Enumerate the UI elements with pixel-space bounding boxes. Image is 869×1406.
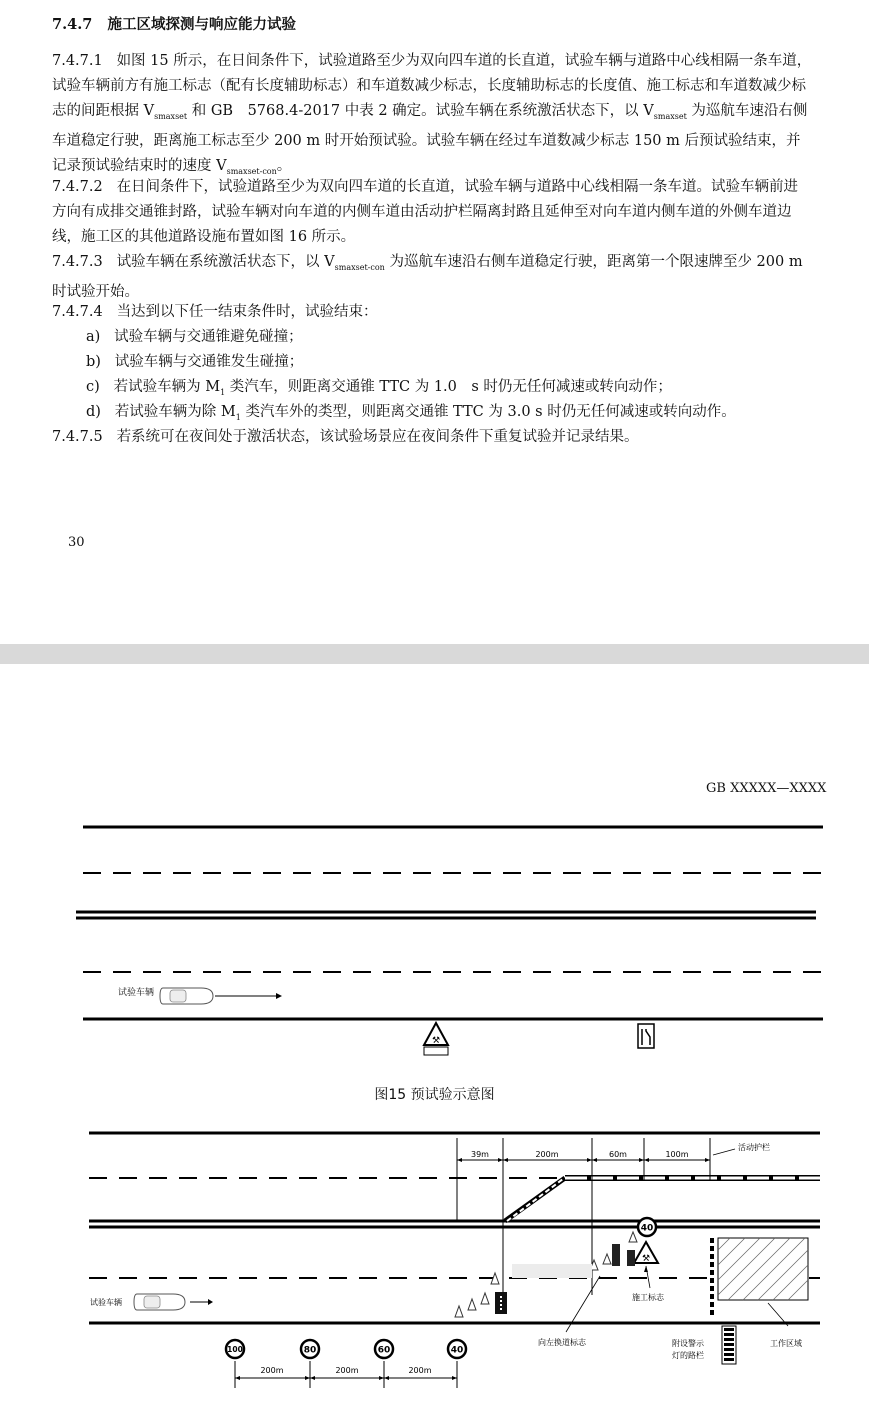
clause-text: 当达到以下任一结束条件时，试验结束： [116, 304, 378, 320]
section-title: 施工区域探测与响应能力试验 [107, 16, 297, 33]
list-label: b) [86, 354, 101, 370]
warning-light-label-line2: 灯的路栏 [672, 1351, 704, 1360]
clause-number: 7.4.7.1 [52, 53, 103, 69]
barrier-label: 活动护栏 [738, 1143, 770, 1152]
clause-text: 。 [276, 157, 292, 174]
distance-label: 100m [665, 1150, 689, 1159]
lane-reduction-sign-icon [638, 1024, 654, 1048]
movable-barrier [505, 1178, 820, 1221]
clause-text: 和 GB 5768.4-2017 中表 2 确定。试验车辆在系统激活状态下，以 V [187, 103, 654, 119]
lane-change-sign-icon [495, 1292, 507, 1314]
figure-16-diagram [0, 1120, 869, 1406]
list-label: d) [86, 404, 101, 420]
figure-15-diagram [0, 805, 869, 1065]
clause-text: 试验车辆在系统激活状态下，以 V [116, 254, 335, 270]
work-zone-area [718, 1238, 808, 1300]
distance-label: 200m [535, 1150, 559, 1159]
arrowhead [208, 1299, 213, 1305]
clause-text: 为巡航车速沿右侧车道稳定行驶，距离施工标志至少 200 m 时开始预试验。试验车辆在经过车道数减少标志 150 m 后预试验结束，并记录预试验结束时的速度 V [52, 103, 808, 174]
subscript: 1 [220, 387, 226, 397]
svg-text:60: 60 [377, 1345, 391, 1356]
svg-text:40: 40 [640, 1223, 654, 1234]
speed-limit-sign-40 [448, 1340, 466, 1358]
list-text: 若试验车辆为除 M [114, 404, 236, 420]
construction-sign-icon [424, 1023, 448, 1055]
clause-number: 7.4.7.5 [52, 429, 103, 445]
clause-7-4-7-2 [52, 175, 812, 250]
warning-light-label-line1: 附设警示 [672, 1339, 704, 1348]
list-label: c) [86, 379, 100, 395]
clause-number: 7.4.7.2 [52, 179, 103, 195]
clause-number: 7.4.7.3 [52, 254, 103, 270]
document-code: GB XXXXX—XXXX [706, 781, 827, 796]
clause-text: 如图 15 所示，在日间条件下，试验道路至少为双向四车道的长直道，试验车辆与道路中心线相隔一条车道，试验车辆前方有施工标志（配有长度辅助标志）和车道数减少标志，长度辅助标志的长度值、施工标志和车道数减少标志的间距根据 V [52, 53, 812, 119]
speed-limit-sign-100 [226, 1340, 244, 1358]
list-text: 若试验车辆为 M [113, 379, 221, 395]
distance-label: 200m [335, 1366, 359, 1375]
clause-7-4-7-1 [52, 49, 812, 184]
speed-limit-sign-40 [638, 1218, 656, 1236]
subscript: 1 [235, 412, 241, 422]
leader-line [713, 1149, 735, 1155]
distance-label: 200m [260, 1366, 284, 1375]
list-text: 类汽车，则距离交通锥 TTC 为 1.0 s 时仍无任何减速或转向动作； [225, 379, 672, 395]
list-item [86, 350, 303, 375]
clause-7-4-7-3 [52, 250, 812, 305]
svg-text:⚒: ⚒ [431, 1036, 441, 1046]
list-label: a) [86, 329, 101, 345]
lane-change-sign-icon [627, 1250, 635, 1266]
construction-sign-icon [634, 1242, 658, 1264]
clause-text: 在日间条件下，试验道路至少为双向四车道的长直道，试验车辆与道路中心线相隔一条车道。试验车辆前进方向有成排交通锥封路，试验车辆对向车道的内侧车道由活动护栏隔离封路且延伸至对向车道内侧车道的外侧车道边线，施工区的其他道路设施布置如图 16 所示。 [52, 179, 799, 245]
test-vehicle-icon [160, 988, 213, 1004]
subscript: smaxset-con [226, 166, 277, 176]
list-text: 试验车辆与交通锥发生碰撞； [114, 354, 304, 370]
work-zone-label: 工作区域 [770, 1339, 802, 1348]
test-vehicle-icon [134, 1294, 185, 1310]
svg-text:⚒: ⚒ [641, 1254, 651, 1264]
clause-text: 为巡航车速沿右侧车道稳定行驶，距离第一个限速牌至少 200 m 时试验开始。 [52, 254, 803, 300]
lane-change-sign-icon [612, 1244, 620, 1266]
distance-label: 60m [609, 1150, 627, 1159]
list-text: 类汽车外的类型，则距离交通锥 TTC 为 3.0 s 时仍无任何减速或转向动作。 [240, 404, 736, 420]
clause-text: 若系统可在夜间处于激活状态，该试验场景应在夜间条件下重复试验并记录结果。 [116, 429, 639, 445]
subscript: smaxset-con [334, 262, 385, 272]
list-text: 试验车辆与交通锥避免碰撞； [114, 329, 303, 345]
arrowhead [644, 1266, 648, 1272]
clause-7-4-7-4 [52, 300, 812, 325]
distance-label: 200m [408, 1366, 432, 1375]
list-item [86, 325, 303, 350]
svg-text:80: 80 [303, 1345, 317, 1356]
speed-limit-sign-80 [301, 1340, 319, 1358]
left-lane-change-label: 向左换道标志 [538, 1338, 586, 1347]
page-number: 30 [68, 535, 85, 550]
arrowhead [276, 993, 282, 999]
section-number: 7.4.7 [52, 16, 93, 33]
subscript: smaxset [154, 111, 188, 121]
speed-limit-sign-60 [375, 1340, 393, 1358]
vehicle-label: 试验车辆 [118, 988, 155, 998]
vehicle-label: 试验车辆 [90, 1298, 122, 1307]
subscript: smaxset [653, 111, 687, 121]
section-heading [52, 12, 296, 37]
figure-15-caption: 图15 预试验示意图 [374, 1087, 495, 1103]
svg-text:40: 40 [450, 1345, 464, 1356]
clause-number: 7.4.7.4 [52, 304, 103, 320]
distance-label: 39m [471, 1150, 489, 1159]
svg-text:100: 100 [227, 1345, 243, 1354]
clause-7-4-7-5 [52, 425, 639, 450]
page-separator [0, 644, 869, 664]
blurred-region [512, 1264, 592, 1278]
construction-sign-label: 施工标志 [632, 1293, 664, 1302]
